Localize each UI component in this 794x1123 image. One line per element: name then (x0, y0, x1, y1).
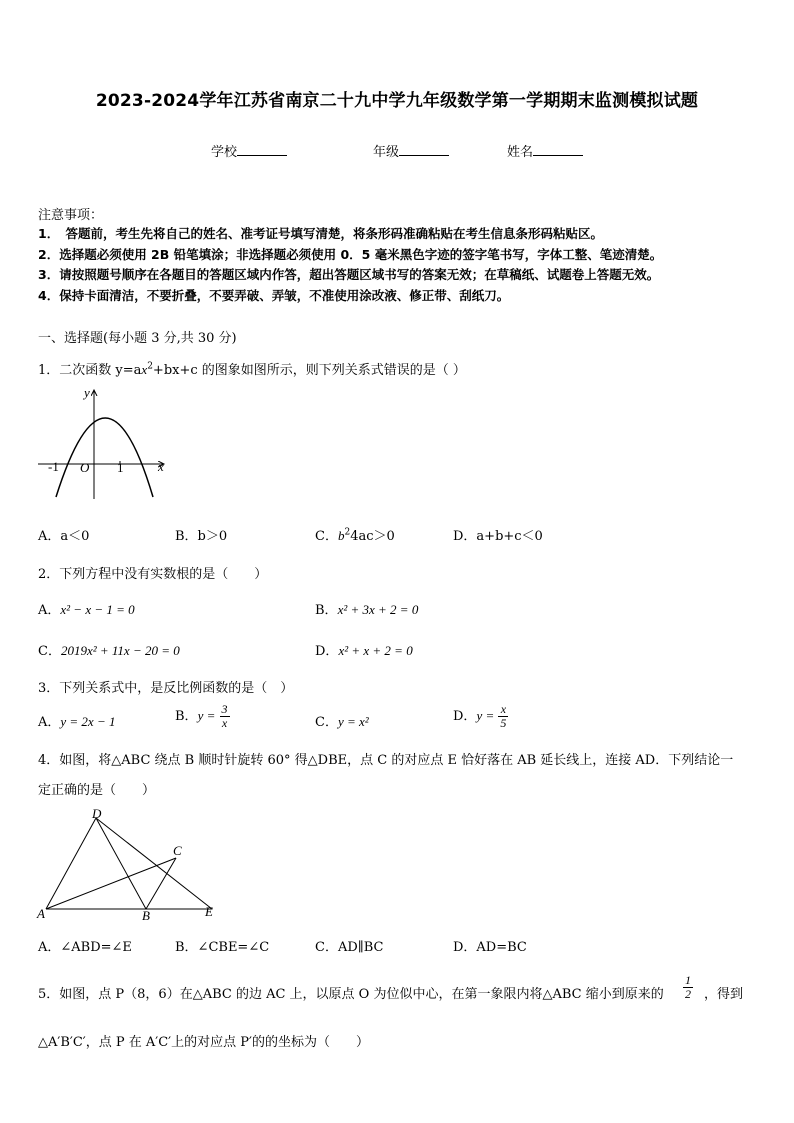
grade-label: 年级 (373, 145, 400, 160)
tick-label-neg1: -1 (48, 459, 59, 474)
q1-option-b[interactable]: B．b＞0 (175, 529, 228, 544)
question-2-stem: 2．下列方程中没有实数根的是（ ） (38, 567, 268, 582)
q4-option-c[interactable]: C．AD∥BC (315, 940, 384, 955)
fraction-one-half: $\frac{1}{2}$ (685, 973, 691, 1001)
note-item: 4．保持卡面清洁，不要折叠，不要弄破、弄皱，不准使用涂改液、修正带、刮纸刀。 (38, 288, 510, 303)
tick-label-1: 1 (117, 460, 124, 475)
note-item: 1． 答题前，考生先将自己的姓名、准考证号填写清楚，将条形码准确粘贴在考生信息条形码粘贴区。 (38, 226, 603, 241)
section-heading: 一、选择题(每小题 3 分,共 30 分) (38, 331, 237, 346)
q1-option-a[interactable]: A．a＜0 (38, 529, 90, 544)
q4-option-b[interactable]: B．∠CBE=∠C (175, 940, 270, 955)
x-axis-label: x (158, 459, 164, 474)
point-e-label: E (205, 904, 213, 919)
school-blank[interactable] (237, 143, 287, 156)
question-4-stem-line2: 定正确的是（ ） (38, 783, 156, 798)
fraction: $\frac{3}{x}$ (221, 702, 228, 730)
q4-option-a[interactable]: A．∠ABD=∠E (38, 940, 132, 955)
q3-option-d[interactable]: D．y = $\frac{x}{5}$ (453, 702, 507, 730)
parabola-curve (56, 418, 153, 497)
segment-ac (46, 858, 176, 909)
triangle-figure (34, 806, 220, 922)
question-5-stem-line1: 5．如图，点 P（8，6）在△ABC 的边 AC 上，以原点 O 为位似中心，在第一象限内将△ABC 缩小到原来的 (38, 987, 664, 1002)
q2-option-a[interactable]: A．x² − x − 1 = 0 (38, 602, 135, 618)
q2-option-b[interactable]: B．x² + 3x + 2 = 0 (315, 602, 419, 618)
point-c-label: C (173, 843, 182, 858)
fraction: $\frac{x}{5}$ (500, 702, 507, 730)
school-label: 学校 (211, 145, 238, 160)
q1-option-c[interactable]: C．$b^24ac>0$ (315, 527, 395, 544)
name-field[interactable] (507, 141, 583, 160)
parabola-graph (36, 384, 170, 502)
point-b-label: B (142, 908, 150, 922)
segment-db (96, 818, 146, 909)
question-4-stem-line1: 4．如图，将△ABC 绕点 B 顺时针旋转 60° 得△DBE，点 C 的对应点 E 恰好落在 AB 延长线上，连接 AD．下列结论一 (38, 753, 734, 768)
question-3-stem: 3．下列关系式中，是反比例函数的是（ ） (38, 681, 294, 696)
page-title: 2023-2024学年江苏省南京二十九中学九年级数学第一学期期末监测模拟试题 (95, 91, 699, 111)
q2-option-c[interactable]: C．2019x² + 11x − 20 = 0 (38, 643, 180, 659)
note-item: 2．选择题必须使用 2B 铅笔填涂；非选择题必须使用 0．5 毫米黑色字迹的签字笔书写，字体工整、笔迹清楚。 (38, 247, 663, 262)
origin-label: O (80, 460, 90, 475)
q4-option-d[interactable]: D．AD=BC (453, 940, 527, 955)
y-axis-label: y (84, 385, 90, 400)
question-5-stem-tail: ，得到 (704, 987, 744, 1002)
name-blank[interactable] (533, 143, 583, 156)
grade-blank[interactable] (399, 143, 449, 156)
segment-ad (46, 818, 96, 909)
notes-heading: 注意事项： (38, 208, 104, 223)
question-5-stem-line2: △A′B′C′，点 P 在 A′C′上的对应点 P′的的坐标为（ ） (38, 1035, 369, 1050)
q1-option-d[interactable]: D．a+b+c＜0 (453, 529, 543, 544)
grade-field[interactable] (373, 141, 449, 160)
segment-bc (146, 858, 176, 909)
q3-option-a[interactable]: A．y = 2x − 1 (38, 714, 116, 730)
point-a-label: A (37, 906, 45, 921)
note-item: 3．请按照题号顺序在各题目的答题区域内作答，超出答题区域书写的答案无效；在草稿纸、试题卷上答题无效。 (38, 267, 660, 282)
q2-option-d[interactable]: D．x² + x + 2 = 0 (315, 643, 413, 659)
q3-option-b[interactable]: B．y = $\frac{3}{x}$ (175, 702, 228, 730)
point-d-label: D (92, 806, 102, 821)
school-field[interactable] (211, 141, 287, 160)
q3-option-c[interactable]: C．y = x² (315, 714, 369, 730)
name-label: 姓名 (507, 145, 534, 160)
question-1-stem: 1．二次函数 $y=ax^2+bx+c$ 的图象如图所示，则下列关系式错误的是（ ） (38, 361, 466, 378)
